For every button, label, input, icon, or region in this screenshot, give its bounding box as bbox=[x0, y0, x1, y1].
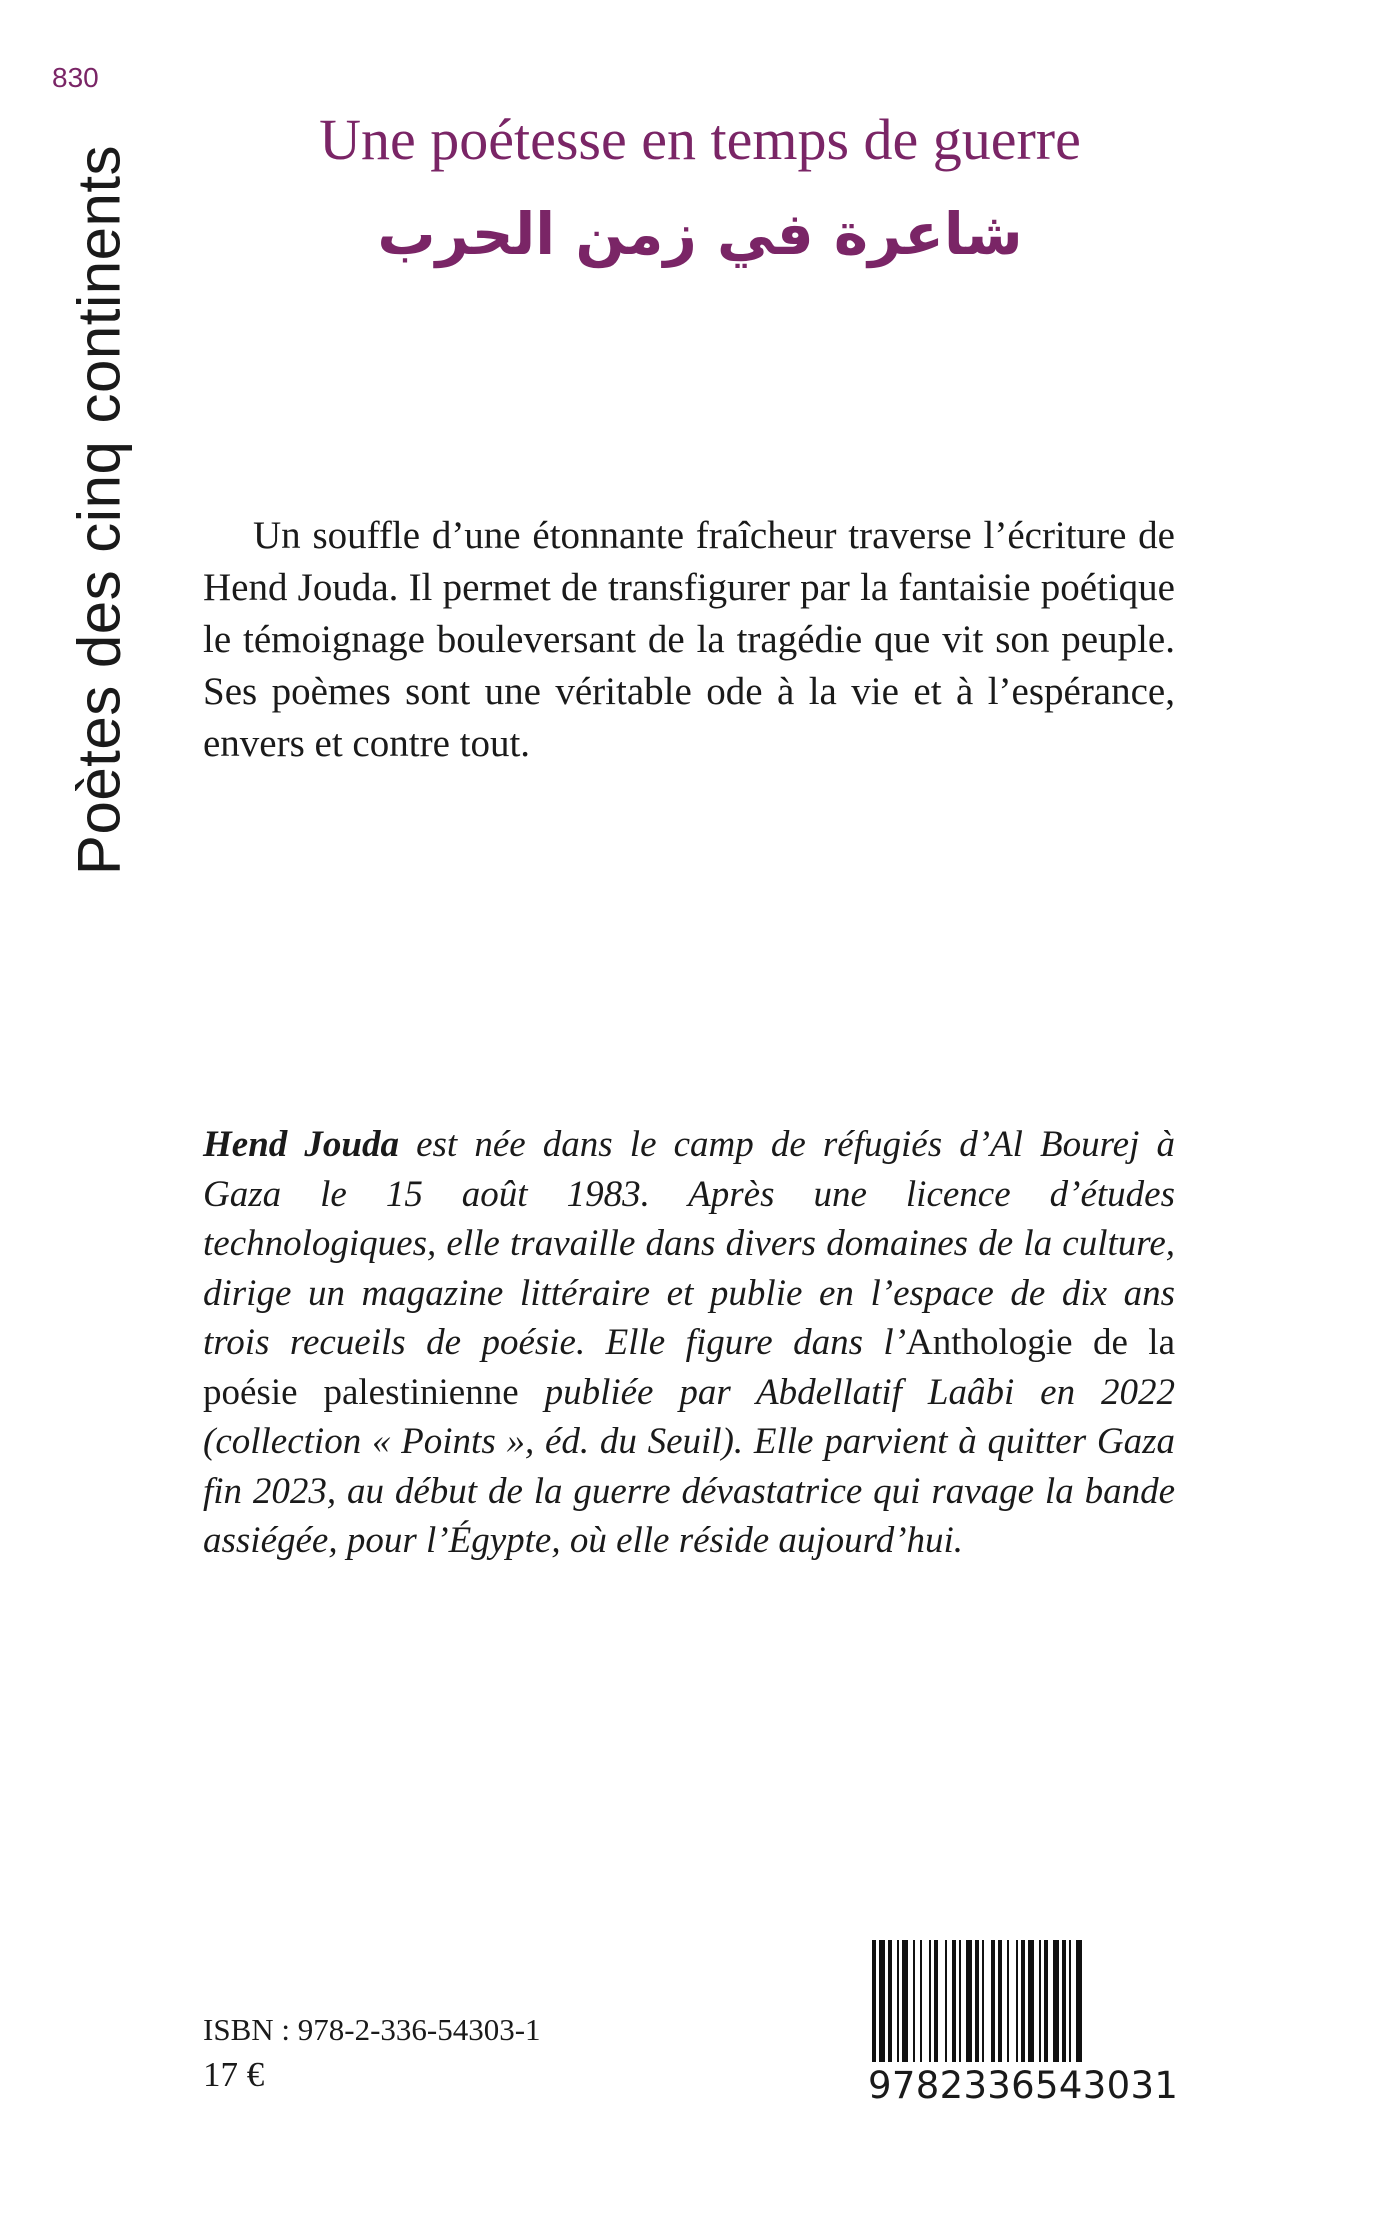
barcode bbox=[868, 1940, 1178, 2108]
title-french: Une poétesse en temps de guerre bbox=[319, 107, 1081, 172]
barcode-digit: 4 bbox=[1058, 2064, 1083, 2107]
barcode-digit: 6 bbox=[1011, 2064, 1035, 2107]
barcode-digit: 8 bbox=[915, 2064, 940, 2107]
barcode-digit: 0 bbox=[1106, 2064, 1131, 2107]
collection-name: Poètes des cinq continents bbox=[65, 144, 133, 876]
barcode-digit: 7 bbox=[891, 2064, 916, 2107]
barcode-digit: 9 bbox=[868, 2064, 892, 2107]
author-name: Hend Jouda bbox=[203, 1124, 399, 1165]
bio-text-part2: publiée par Abdellatif Laâbi en 2022 (collection « Points », éd. du Seuil). Elle parvient à quitter Gaza fin 2023, au début de la guerre dévastatrice qui ravage la bande assiégée, pour l’Égypte, où elle réside aujourd’hui. bbox=[203, 1371, 1175, 1561]
barcode-digit: 2 bbox=[939, 2064, 964, 2107]
isbn: ISBN : 978-2-336-54303-1 bbox=[203, 2012, 541, 2047]
barcode-digit: 3 bbox=[987, 2064, 1011, 2107]
anthology-title: Anthologie de la poésie palestinienne bbox=[203, 1322, 1175, 1413]
barcode-digit: 1 bbox=[1154, 2064, 1178, 2107]
price: 17 € bbox=[203, 2055, 265, 2094]
blurb-paragraph: Un souffle d’une étonnante fraîcheur traverse l’écriture de Hend Jouda. Il permet de transfigurer par la fantaisie poétique le témoignage bouleversant de la tragédie que vit son peuple. Ses poèmes sont une véritable ode à la vie et à l’espérance, envers et contre tout. bbox=[203, 514, 1175, 765]
barcode-digit: 5 bbox=[1035, 2064, 1059, 2107]
barcode-digits bbox=[868, 2062, 1178, 2109]
author-bio bbox=[203, 1120, 1175, 1566]
barcode-digit: 3 bbox=[1082, 2064, 1107, 2107]
barcode-digit: 3 bbox=[1130, 2064, 1154, 2107]
bio-text-part1: est née dans le camp de réfugiés d’Al Bourej à Gaza le 15 août 1983. Après une licence d’études technologiques, elle travaille dans divers domaines de la culture, dirige un magazine littéraire et publie en l’espace de dix ans trois recueils de poésie. Elle figure dans l’ bbox=[203, 1124, 1175, 1363]
barcode-digit: 3 bbox=[963, 2064, 987, 2107]
series-number: 830 bbox=[52, 62, 99, 93]
title-arabic: شاعرة في زمن الحرب bbox=[377, 200, 1023, 268]
